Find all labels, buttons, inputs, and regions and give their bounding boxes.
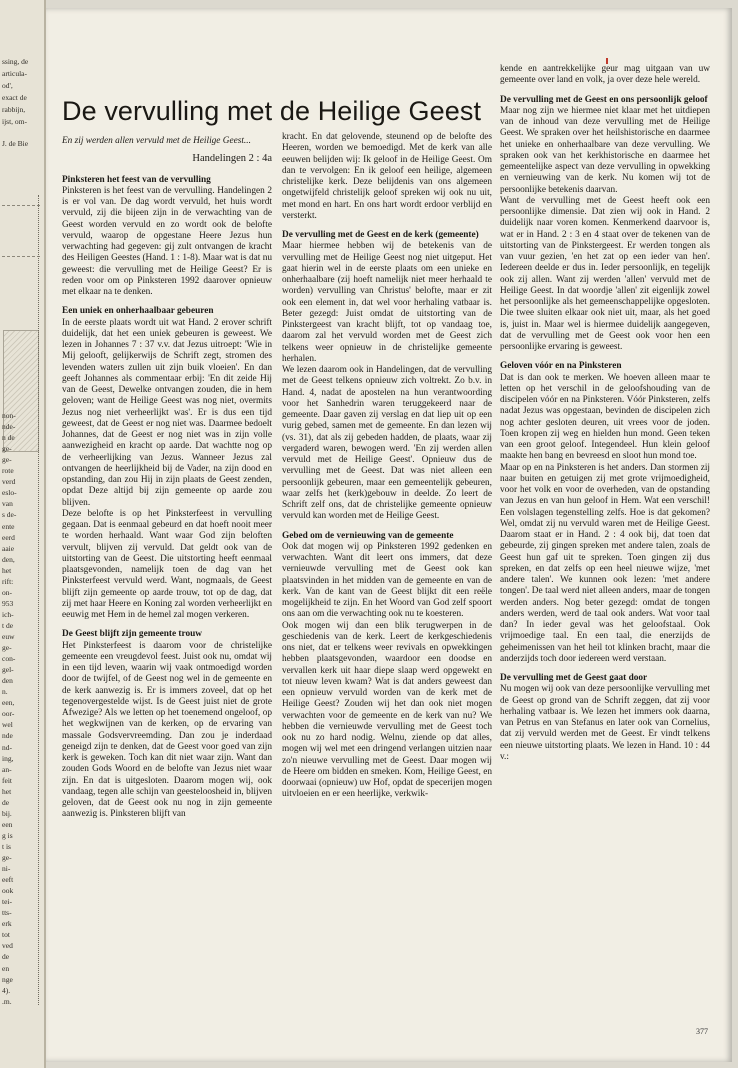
column-3: [500, 64, 710, 763]
fragment-line: een,: [2, 698, 15, 708]
fragment-line: con-: [2, 654, 16, 664]
column-rule: [38, 195, 39, 1005]
section-heading: Een uniek en onherhaalbaar gebeuren: [62, 306, 214, 317]
fragment-line: en: [2, 963, 10, 973]
paragraph: Ook mogen wij dan een blik terugwerpen in de geschiedenis van de kerk. Leert de kerkgeschiedenis ons niet, dat er telkens weer revivals en opwekkingen hebben plaatsgevonden, waardoor een doodse en vervallen kerk uit haar diepe slaap werd opgewekt en tot nieuw leven kwam? Wat is dat anders geweest dan een opnieuw vervuld worden van de kerk met de Heilige Geest? Zouden wij het dan ook niet mogen verwachten voor de gemeente en de kerk van nu? We hebben die vernieuwde vervulling met de Geest toch ook nu zo hard nodig. Welnu, ziende op dat alles, mogen wij wel met een dringend verlangen uitzien naar zo'n nieuwe vervulling met de Geest. Daar mogen wij de Heere om bidden en smeken. Kom, Heilige Geest, en doorwaai (opnieuw) uw Hof, opdat de specerijen mogen uitvloeien en er een heerlijke, verkwik-: [282, 620, 492, 800]
fragment-line: ge-: [2, 455, 12, 465]
section-heading: De vervulling met de Geest en ons persoonlijk geloof: [500, 94, 708, 105]
paragraph: kracht. En dat gelovende, steunend op de belofte des Heeren, worden we bemoedigd. Met de kerk van alle eeuwen belijden wij: Ik geloof in de Heilige Geest. Om dan te vervolgen: En ik geloof een heilige, algemeen christelijke kerk. Deze belijdenis van ons algemeen ongetwijfeld christelijk geloof spreken wij ook nu uit, met mond en hart. En ons hart wordt erdoor verblijd en versterkt.: [282, 132, 492, 221]
fragment-line: de: [2, 797, 10, 807]
section-heading: Geloven vóór en na Pinksteren: [500, 361, 622, 372]
fragment-line: het: [2, 786, 12, 796]
column-2-text: [282, 132, 492, 801]
fragment-line: eslo-: [2, 488, 17, 498]
fragment-line: ved: [2, 941, 13, 951]
fragment-line: wel: [2, 720, 13, 730]
paragraph: We lezen daarom ook in Handelingen, dat de vervulling met de Geest telkens opnieuw zich voltrekt. Zo b.v. in Hand. 4, nadat de apostelen na hun verantwoording voor het Sanhedrin waren teruggekeerd naar de gemeente. Daar gaven zij verslag en dat liep uit op een vurig gebed, samen met de gemeente. En dan lezen wij (vs. 31), dat als zij gebeden hadden, de plaats, waar zij vergaderd waren, bewogen werd. 'En zij werden allen vervuld met de Heilige Geest'. Opnieuw dus de vervulling met de Geest. Dat was niet alleen een persoonlijk gebeuren, maar een gemeentelijk gebeuren, waar zelfs het (kerk)gebouw in deelde. Zo leert de Schrift zelf ons, dat de christelijke gemeente opnieuw vervuld kan worden met de Heilige Geest.: [282, 365, 492, 522]
fragment-line: an-: [2, 764, 12, 774]
fragment-line: erk: [2, 919, 12, 929]
fragment-line: tei-: [2, 897, 12, 907]
fragment-line: tot: [2, 930, 10, 940]
section-heading: Gebed om de vernieuwing van de gemeente: [282, 530, 454, 541]
fragment-line: ssing, de: [2, 57, 29, 66]
column-1-text: [62, 175, 272, 821]
section-heading: De Geest blijft zijn gemeente trouw: [62, 629, 203, 640]
scripture-reference: Handelingen 2 : 4a: [192, 153, 272, 165]
fragment-line: nde-: [2, 422, 16, 432]
fragment-line: nd-: [2, 742, 12, 752]
paragraph: Want de vervulling met de Geest heeft ook een persoonlijke dimensie. Dat zien wij ook in Hand. 2 duidelijk naar voren komen. Kenmerkend daarvoor is, wat er in Hand. 2 : 3 en 4 staat over de tekenen van de uitstorting van de Pinkstergeest. Er werden tongen als van vuur gezien, 'en het zat op een ieder van hen'. Iedereen deelde er dus in. Ieder persoonlijk, en tegelijk ook zij allen. Want zij werden 'allen' vervuld met de Heilige Geest. In dat woordje 'allen' zit eigenlijk zowel het persoonlijke als het gemeenschappelijke opgesloten. Die twee sluiten elkaar ook niet uit, maar, als het goed is, juist in. Maar wel is hiermee duidelijk aangegeven, dat de vervulling met de Geest ook voor hen een persoonlijke ervaring is geweest.: [500, 195, 710, 352]
paragraph: In de eerste plaats wordt uit wat Hand. 2 erover schrift duidelijk, dat het een uniek gebeuren is geweest. We lezen in Johannes 7 : 37 v.v. dat Jezus uitroept: 'Wie in Mij gelooft, gelijkerwijs de Schrift zegt, stromen des levenden waters zullen uit zijn buik vloeien'. En dan geeft Johannes als commentaar erbij: 'En dit zeide Hij van de Geest, Dewelke ontvangen zouden, die in hem geloven; want de Heilige Geest was nog niet, overmits Jezus nog niet verheerlijkt was'. Er is dus een tijd geweest, dat de Geest er nog niet was. Daarmee bedoelt Johannes, dat de Geest er nog niet was in zijn volle aanwezigheid en kracht op aarde. Dat wachtte nog op de verheerlijking van Jezus. Wanneer Jezus zal ontvangen de heerlijkheid bij de Vader, na zijn dood en opstanding, dan zou Hij in zijn plaats de Geest zenden, opdat Deze altijd bij zijn gemeente op aarde zou blijven.: [62, 317, 272, 508]
fragment-line: rote: [2, 466, 14, 476]
fragment-line: ich-: [2, 609, 14, 619]
fragment-line: eeft: [2, 875, 14, 885]
fragment-line: od',: [2, 81, 13, 90]
column-1: [62, 136, 272, 821]
fragment-line: t is: [2, 841, 11, 851]
paragraph: Maar nog zijn we hiermee niet klaar met het uitdiepen van de inhoud van deze vervulling met de Heilige Geest. We spraken over het heilshistorische en daarmee het unieke en onherhaalbare van deze vervulling. We spraken ook van het kerkhistorische en daarmee het gemeentelijke aspect van deze vervulling in opwekking en vernieuwing van de kerk. Nu komen wij tot de persoonlijke betekenis daarvan.: [500, 105, 710, 195]
fragment-line: s de-: [2, 510, 17, 520]
section-heading: De vervulling met de Geest gaat door: [500, 673, 648, 683]
fragment-line: nge: [2, 974, 13, 984]
fragment-line: exact de: [2, 93, 27, 102]
article-title: De vervulling met de Heilige Geest: [62, 96, 482, 126]
page-number: 377: [696, 1027, 708, 1036]
fragment-line: non-: [2, 411, 16, 420]
previous-page-edge: [0, 0, 46, 1068]
fragment-line: ge-: [2, 643, 12, 653]
fragment-line: ge-: [2, 444, 12, 454]
paragraph: Maar hiermee hebben wij de betekenis van de vervulling met de Heilige Geest nog niet uitgeput. Het gaat hierin wel in de eerste plaats om een unieke en onherhaalbare (zij hoeft namelijk niet meer herhaald te worden) vervulling van Christus' belofte, maar er zit ook een element in, dat wel voor herhaling vatbaar is. Beter gezegd: Juist omdat de uitstorting van de Pinkstergeest van kracht blijft, tot op vandaag toe, daarom zal het vervuld worden met de Geest zich telkens weer opnieuw in de christelijke gemeente herhalen.: [282, 241, 492, 364]
paragraph: Pinksteren is het feest van de vervulling. Handelingen 2 is er vol van. De dag wordt vervuld, het huis wordt vervuld, zij die bijeen zijn in de verwachting van de Geest worden vervuld en zo wordt ook de belofte vervuld, waarop de opgestane Heere Jezus hun verwachting had gegeven: gij zult ontvangen de kracht des Heiligen Geestes (Hand. 1 : 1-8). Maar wat is dat nu geweest: die vervulling met de Heilige Geest? Er is reden voor om op Pinksteren 1992 daarover opnieuw met elkaar na te denken.: [62, 185, 272, 297]
fragment-line: aaie: [2, 543, 15, 553]
fragment-line: nde: [2, 731, 13, 741]
fragment-line: ge-: [2, 853, 12, 862]
fragment-line: ijst, om-: [2, 117, 28, 126]
section-heading: Pinksteren het feest van de vervulling: [62, 174, 211, 185]
fragment-line: bij.: [2, 808, 12, 818]
fragment-line: ni-: [2, 864, 11, 874]
fragment-line: 953: [2, 598, 14, 608]
fragment-line: n de: [2, 433, 15, 443]
paragraph: Nu mogen wij ook van deze persoonlijke vervulling met de Geest op grond van de Schrift zeggen, dat zij voor herhaling vatbaar is. We lezen het immers ook daarna, van Petrus en van Stefanus en later ook van Cornelius, dat zij vervuld werden met de Geest. Er vindt telkens een nieuwe uitstorting plaats. We lezen in Hand. 10 : 44 v.:: [500, 684, 710, 762]
decorative-border: [2, 205, 40, 257]
fragment-line: on-: [2, 587, 12, 597]
fragment-line: feit: [2, 775, 12, 785]
fragment-line: eerd: [2, 532, 15, 542]
fragment-line: ente: [2, 521, 15, 531]
fragment-line: ing,: [2, 753, 14, 763]
paragraph: Deze belofte is op het Pinksterfeest in vervulling gegaan. Dat is eenmaal gebeurd en dat hoeft nooit meer te worden herhaald. Want waar God zijn beloften vervult, blijven zij vervuld. Dat geldt ook van de uitstorting van de Geest. Die uitstorting heeft eenmaal plaatsgevonden, namelijk toen de dag van het Pinksterfeest vervuld werd. Want, nogmaals, de Geest blijft zijn gemeente op aarde trouw, tot op de dag, dat zij met haar Heere en Koning zal worden verheerlijkt en eeuwig met Hem in de hemel zal mogen verkeren.: [62, 508, 272, 620]
fragment-line: ook: [2, 886, 14, 896]
paragraph: Dat is dan ook te merken. We hoeven alleen maar te letten op het verschil in de geloofshouding van de discipelen vóór en na Pinksteren. Vóór Pinksteren, zelfs nadat Jezus was opgestaan, bevinden de discipelen zich nog achter gesloten deuren, uit vrees voor de joden. Toen kropen zij weg en hielden hun mond. Geen teken van een groot geloof. Integendeel. Hun klein geloof maakte hen bang en bevreesd en sloot hun mond toe.: [500, 372, 710, 462]
paragraph: kende en aantrekkelijke geur mag uitgaan van uw gemeente over land en volk, ja over deze hele wereld.: [500, 64, 710, 86]
magazine-page: [46, 8, 732, 1062]
article-subtitle: En zij werden allen vervuld met de Heilige Geest...: [62, 136, 251, 146]
fragment-line: tts-: [2, 908, 12, 918]
fragment-line: de: [2, 952, 10, 962]
fragment-line: .m.: [2, 996, 12, 1006]
fragment-line: J. de Bie: [2, 139, 29, 148]
fragment-line: den,: [2, 554, 15, 564]
fragment-line: rift:: [2, 576, 14, 586]
fragment-line: gel-: [2, 665, 14, 675]
paragraph: Ook dat mogen wij op Pinksteren 1992 gedenken en verwachten. Want dit leert ons immers, dat deze vernieuwde vervulling met de Geest ook kan plaatsvinden in het midden van de gemeente en van de kerk. Van de kant van de Geest blijkt dit een reële mogelijkheid te zijn. En het Woord van God zelf spoort ons aan om die verwachting ook nu te koesteren.: [282, 541, 492, 620]
section-heading: De vervulling met de Geest en de kerk (gemeente): [282, 230, 479, 240]
paragraph: Maar op en na Pinksteren is het anders. Dan stormen zij naar buiten en getuigen zij met grote vrijmoedigheid, voor het volk en voor de overheden, van de opstanding van Jezus en van hun geloof in Hem. Wat een verschil! Een volslagen tegenstelling zelfs. Hoe is dat gekomen? Wel, omdat zij nu vervuld waren met de Heilige Geest. Daarom staat er in Hand. 2 : 4 ook bij, dat toen dat gebeurde, zij gingen spreken met andere talen, zoals de Geest hun gaf uit te spreken. Toen gingen zij dus spreken, en dat zelfs op een heel nieuwe wijze, 'met andere talen'. We kunnen ook lezen: 'met andere tongen'. De taal werd niet alleen anders, maar de tongen werden anders. Nog beter gezegd: omdat de tongen anders werden, werd de taal ook anders. Wat voor taal dan? In ieder geval was het geloofstaal. Ook vrijmoedige taal. En een taal, die enerzijds de geheimenissen van het heil tot klinken bracht, maar die anderzijds toch door iedereen werd verstaan.: [500, 462, 710, 664]
fragment-line: oor-: [2, 709, 15, 719]
fragment-line: t de: [2, 620, 14, 630]
fragment-line: g is: [2, 830, 13, 840]
fragment-line: 4).: [2, 985, 11, 995]
fragment-line: verd: [2, 477, 16, 487]
column-3-text: [500, 64, 710, 763]
fragment-line: articula-: [2, 69, 27, 78]
fragment-line: rabbijn,: [2, 105, 26, 114]
fragment-line: van: [2, 499, 13, 509]
fragment-line: het: [2, 565, 12, 575]
fragment-line: euw: [2, 632, 15, 641]
fragment-line: den: [2, 676, 13, 686]
fragment-line: een: [2, 819, 13, 829]
column-2: [282, 132, 492, 801]
fragment-line: n.: [2, 687, 8, 697]
paragraph: Het Pinksterfeest is daarom voor de christelijke gemeente een vreugdevol feest. Juist ook nu, omdat wij in een tijd leven, waarin wij vaak ontmoedigd worden door de twijfel, of de Geest nog wel in de gemeente en de kerk aanwezig is. Er is immers zoveel, dat op het tegenovergestelde wijst. Is de Geest juist niet de grote Afwezige? Als we letten op het toenemend ongeloof, op het wegkwijnen van de kerken, op de ervaring van massale Godsvervreemding. Dan zou je inderdaad geneigd zijn te denken, dat de Geest voor goed van zijn kerk is geweken. Toch kan dit niet waar zijn. Want dan zouden Gods Woord en de belofte van Jezus niet waar zijn. En dat is uitgesloten. Daarom mogen wij, ook vandaag, tegen alle schijn van geesteloosheid in, blijven geloven, dat de Geest ook nu nog in zijn gemeente aanwezig is. Pinksteren blijft van: [62, 640, 272, 820]
